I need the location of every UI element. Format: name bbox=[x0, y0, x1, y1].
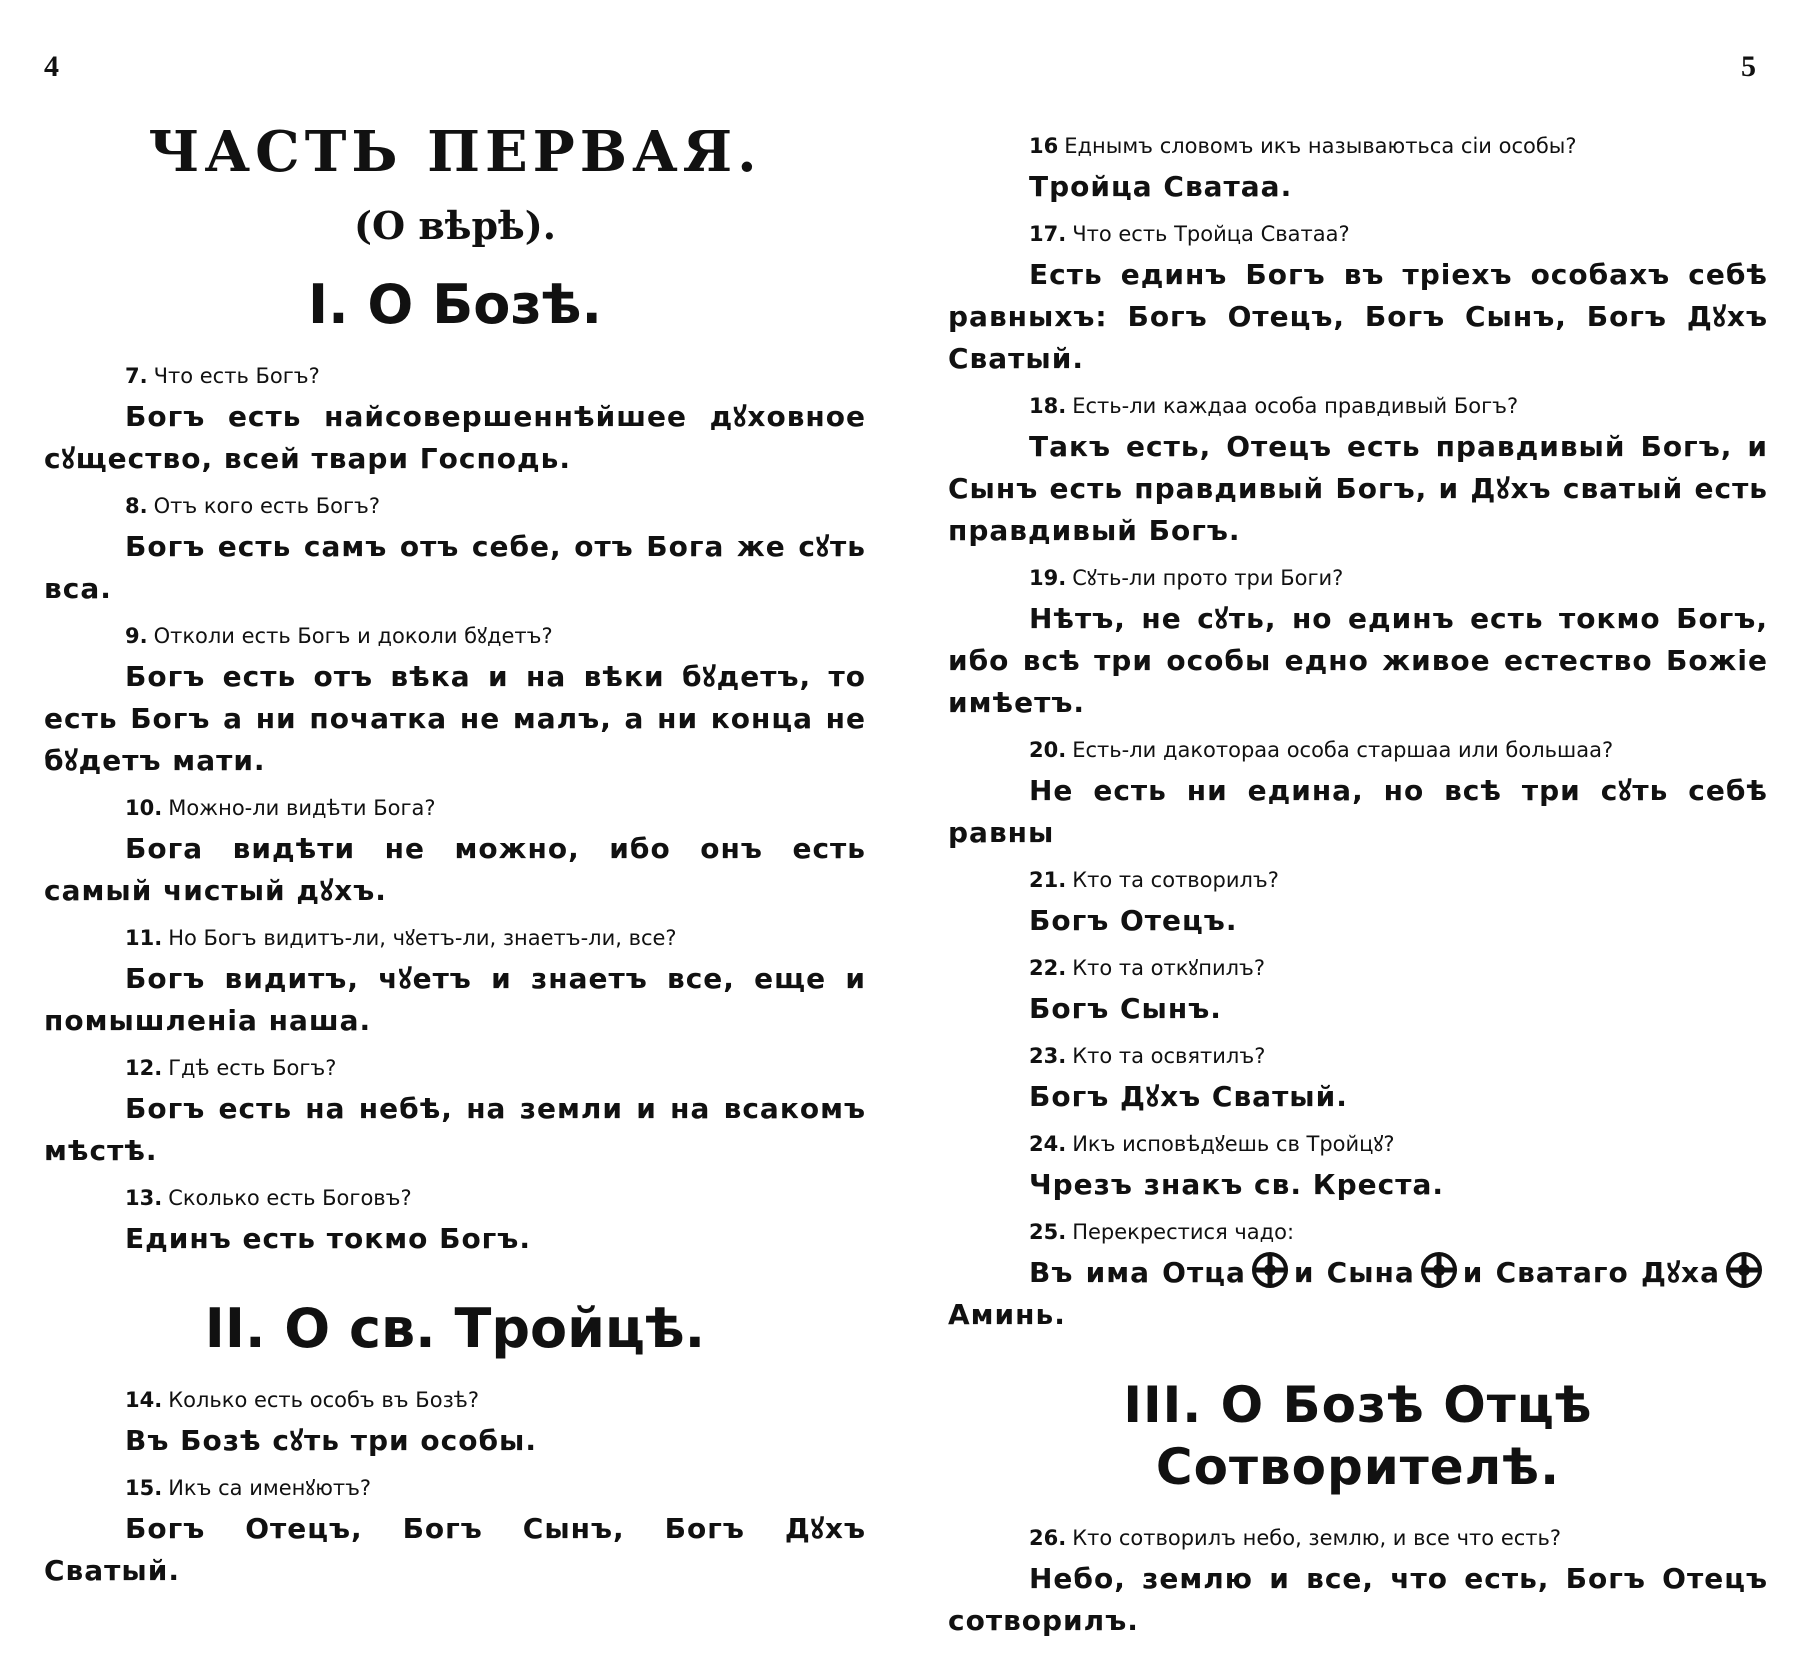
question: 11. Но Богъ видитъ-ли, чꙋетъ-ли, знаетъ-ли, все? bbox=[125, 926, 677, 950]
answer-with-crosses: Въ има Отца и Сына и Сватаго ДꙋхаАминь. bbox=[948, 1252, 1768, 1336]
question: 15. Икъ са именꙋютъ? bbox=[125, 1476, 372, 1500]
section-title-1: I. О Бозѣ. bbox=[308, 273, 602, 336]
answer: Тройца Сватаа. bbox=[1029, 170, 1293, 203]
left-page bbox=[0, 0, 902, 1587]
answer: Богъ Отецъ. bbox=[1029, 904, 1238, 937]
answer: Чрезъ знакъ св. Креста. bbox=[1029, 1168, 1444, 1201]
answer: Богъ есть найсовершеннѣйшее дꙋховное сꙋщество, всей твари Господь. bbox=[44, 400, 866, 475]
question: 14. Колько есть особъ въ Бозѣ? bbox=[125, 1388, 479, 1412]
cross-icon bbox=[1726, 1252, 1762, 1288]
section-title-3: III. О Бозѣ Отцѣ Сотворителѣ. bbox=[1123, 1376, 1593, 1496]
answer: Не есть ни едина, но всѣ три сꙋть себѣ равны bbox=[948, 774, 1768, 849]
question: 18. Есть-ли каждаа особа правдивый Богъ? bbox=[1029, 394, 1519, 418]
cross-icon bbox=[1252, 1252, 1288, 1288]
question: 10. Можно-ли видѣти Бога? bbox=[125, 796, 436, 820]
cross-icon bbox=[1421, 1252, 1457, 1288]
question: 7. Что есть Богъ? bbox=[125, 364, 320, 388]
question: 19. Сꙋть-ли прото три Боги? bbox=[1029, 566, 1344, 590]
answer: Единъ есть токмо Богъ. bbox=[125, 1222, 531, 1255]
section-title-2: II. О св. Тройцѣ. bbox=[204, 1297, 706, 1360]
answer: Есть единъ Богъ въ тріехъ особахъ себѣ равныхъ: Богъ Отецъ, Богъ Сынъ, Богъ Дꙋхъ Сватый. bbox=[948, 258, 1768, 375]
page-number-right: 5 bbox=[1741, 50, 1756, 83]
answer: Богъ Сынъ. bbox=[1029, 992, 1222, 1025]
answer: Богъ есть отъ вѣка и на вѣки бꙋдетъ, то есть Богъ а ни початка не малъ, а ни конца не бꙋдетъ мати. bbox=[44, 660, 866, 777]
question: 25. Перекрестися чадо: bbox=[1029, 1220, 1295, 1244]
answer: Въ Бозѣ сꙋть три особы. bbox=[125, 1424, 537, 1457]
question: 17. Что есть Тройца Сватаа? bbox=[1029, 222, 1350, 246]
question: 20. Есть-ли дакотораа особа старшаа или большаа? bbox=[1029, 738, 1614, 762]
question: 23. Кто та освятилъ? bbox=[1029, 1044, 1266, 1068]
answer: Небо, землю и все, что есть, Богъ Отецъ сотворилъ. bbox=[948, 1562, 1768, 1637]
answer: Богъ Дꙋхъ Сватый. bbox=[1029, 1080, 1348, 1113]
question: 16 Еднымъ словомъ икъ называютьса сіи особы? bbox=[1029, 134, 1577, 158]
right-column bbox=[948, 128, 1768, 1654]
question: 13. Сколько есть Боговъ? bbox=[125, 1186, 412, 1210]
question: 21. Кто та сотворилъ? bbox=[1029, 868, 1279, 892]
part-title: ЧАСТЬ ПЕРВАЯ. bbox=[148, 119, 762, 185]
right-page bbox=[902, 0, 1804, 1637]
answer: Такъ есть, Отецъ есть правдивый Богъ, и Сынъ есть правдивый Богъ, и Дꙋхъ сватый есть правдивый Богъ. bbox=[948, 430, 1768, 547]
question: 22. Кто та откꙋпилъ? bbox=[1029, 956, 1266, 980]
question: 26. Кто сотворилъ небо, землю, и все что есть? bbox=[1029, 1526, 1562, 1550]
question: 12. Гдѣ есть Богъ? bbox=[125, 1056, 337, 1080]
answer: Нѣтъ, не сꙋть, но единъ есть токмо Богъ, ибо всѣ три особы едно живое естество Божіе имѣетъ. bbox=[948, 602, 1768, 719]
answer: Богъ Отецъ, Богъ Сынъ, Богъ Дꙋхъ Сватый. bbox=[44, 1512, 866, 1587]
answer: Богъ есть на небѣ, на земли и на всакомъ мѣстѣ. bbox=[44, 1092, 866, 1167]
left-column bbox=[44, 120, 866, 1604]
question: 24. Икъ исповѣдꙋешь св Тройцꙋ? bbox=[1029, 1132, 1395, 1156]
part-subtitle: (О вѣрѣ). bbox=[354, 203, 556, 248]
answer: Бога видѣти не можно, ибо онъ есть самый чистый дꙋхъ. bbox=[44, 832, 866, 907]
answer: Богъ видитъ, чꙋетъ и знаетъ все, еще и помышленіа наша. bbox=[44, 962, 866, 1037]
answer: Богъ есть самъ отъ себе, отъ Бога же сꙋть вса. bbox=[44, 530, 866, 605]
question: 8. Отъ кого есть Богъ? bbox=[125, 494, 380, 518]
question: 9. Отколи есть Богъ и доколи бꙋдетъ? bbox=[125, 624, 553, 648]
page-number-left: 4 bbox=[44, 50, 59, 83]
